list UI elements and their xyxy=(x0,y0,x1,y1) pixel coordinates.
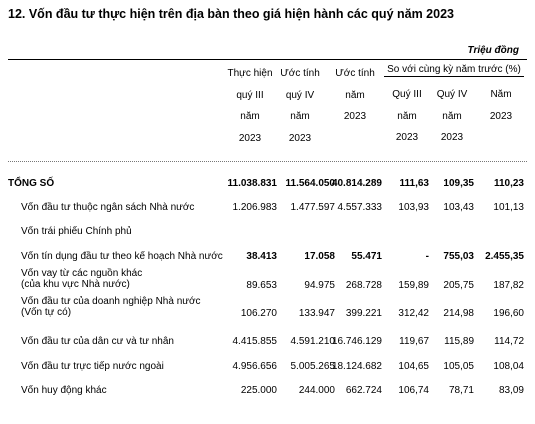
row-label: Vốn đầu tư của doanh nghiệp Nhà nước (Vốn tự có) xyxy=(21,296,201,318)
cell-q4-estimate: 4.591.210 xyxy=(290,336,335,347)
cell-year-pct: 108,04 xyxy=(493,361,524,372)
cell-year-pct: 83,09 xyxy=(498,385,524,396)
cell-q4-pct: 105,05 xyxy=(443,361,474,372)
cell-year-pct: 110,23 xyxy=(493,178,524,189)
cell-q4-pct: 205,75 xyxy=(443,280,474,291)
cell-q3-actual: 4.956.656 xyxy=(232,361,277,372)
cell-year-pct: 187,82 xyxy=(493,280,524,291)
cell-q3-actual: 225.000 xyxy=(240,385,277,396)
cell-year-estimate: 16.746.129 xyxy=(331,336,382,347)
header-col-year-estimate: Ước tính năm 2023 xyxy=(335,68,375,122)
header-top-rule xyxy=(8,59,527,60)
cell-q4-pct: 103,43 xyxy=(443,202,474,213)
cell-year-pct: 196,60 xyxy=(493,308,524,319)
header-col-q3-pct: Quý III năm 2023 xyxy=(392,89,422,143)
cell-year-estimate: 268.728 xyxy=(345,280,382,291)
cell-q3-actual: 89.653 xyxy=(246,280,277,291)
cell-year-estimate: 4.557.333 xyxy=(337,202,382,213)
cell-q4-estimate: 94.975 xyxy=(304,280,335,291)
cell-q4-estimate: 244.000 xyxy=(298,385,335,396)
row-label: Vốn đầu tư của dân cư và tư nhân xyxy=(21,336,174,347)
cell-q3-actual: 11.038.831 xyxy=(227,178,277,189)
cell-q4-pct: 755,03 xyxy=(443,251,474,262)
cell-q3-pct: - xyxy=(425,251,429,262)
cell-q3-actual: 4.415.855 xyxy=(232,336,277,347)
cell-year-pct: 114,72 xyxy=(494,336,524,347)
row-label: Vốn tín dụng đầu tư theo kế hoạch Nhà nước xyxy=(21,251,223,262)
row-label: Vốn đầu tư thuộc ngân sách Nhà nước xyxy=(21,202,195,213)
header-col-year-pct: Năm 2023 xyxy=(489,89,513,122)
table-title: 12. Vốn đầu tư thực hiện trên địa bàn theo giá hiện hành các quý năm 2023 xyxy=(8,7,454,21)
unit-label: Triệu đồng xyxy=(467,45,519,56)
cell-q3-actual: 106.270 xyxy=(240,308,277,319)
cell-q3-actual: 38.413 xyxy=(246,251,277,262)
header-col-q3-actual: Thực hiện quý III năm 2023 xyxy=(227,68,273,144)
header-bottom-rule xyxy=(8,161,527,162)
cell-q3-pct: 312,42 xyxy=(398,308,429,319)
cell-q3-pct: 104,65 xyxy=(398,361,429,372)
cell-year-pct: 101,13 xyxy=(493,202,524,213)
cell-q4-estimate: 11.564.050 xyxy=(285,178,335,189)
header-col-q4-estimate: Ước tính quý IV năm 2023 xyxy=(280,68,320,144)
row-label: Vốn huy động khác xyxy=(21,385,107,396)
row-label: Vốn đầu tư trực tiếp nước ngoài xyxy=(21,361,164,372)
cell-year-estimate: 55.471 xyxy=(351,251,382,262)
row-label: Vốn vay từ các nguồn khác (của khu vực Nhà nước) xyxy=(21,268,143,290)
cell-q3-pct: 159,89 xyxy=(398,280,429,291)
cell-year-estimate: 662.724 xyxy=(345,385,382,396)
cell-q3-pct: 106,74 xyxy=(398,385,429,396)
cell-year-pct: 2.455,35 xyxy=(485,251,524,262)
header-group-yoy: So với cùng kỳ năm trước (%) xyxy=(384,63,524,77)
cell-q3-pct: 103,93 xyxy=(398,202,429,213)
cell-year-estimate: 18.124.682 xyxy=(331,361,382,372)
cell-q4-pct: 78,71 xyxy=(448,385,474,396)
cell-q4-estimate: 1.477.597 xyxy=(290,202,335,213)
cell-year-estimate: 40.814.289 xyxy=(331,178,382,189)
cell-q4-pct: 214,98 xyxy=(443,308,474,319)
cell-q3-pct: 119,67 xyxy=(399,336,429,347)
cell-q4-pct: 115,89 xyxy=(444,336,474,347)
row-label: Vốn trái phiếu Chính phủ xyxy=(21,226,132,237)
cell-q4-estimate: 133.947 xyxy=(298,308,335,319)
cell-q3-pct: 111,63 xyxy=(399,178,429,189)
header-col-q4-pct: Quý IV năm 2023 xyxy=(436,89,468,143)
cell-q4-estimate: 17.058 xyxy=(304,251,335,262)
cell-q3-actual: 1.206.983 xyxy=(232,202,277,213)
cell-q4-pct: 109,35 xyxy=(443,178,474,189)
cell-year-estimate: 399.221 xyxy=(345,308,382,319)
cell-q4-estimate: 5.005.265 xyxy=(290,361,335,372)
row-label: TỔNG SỐ xyxy=(8,178,55,189)
